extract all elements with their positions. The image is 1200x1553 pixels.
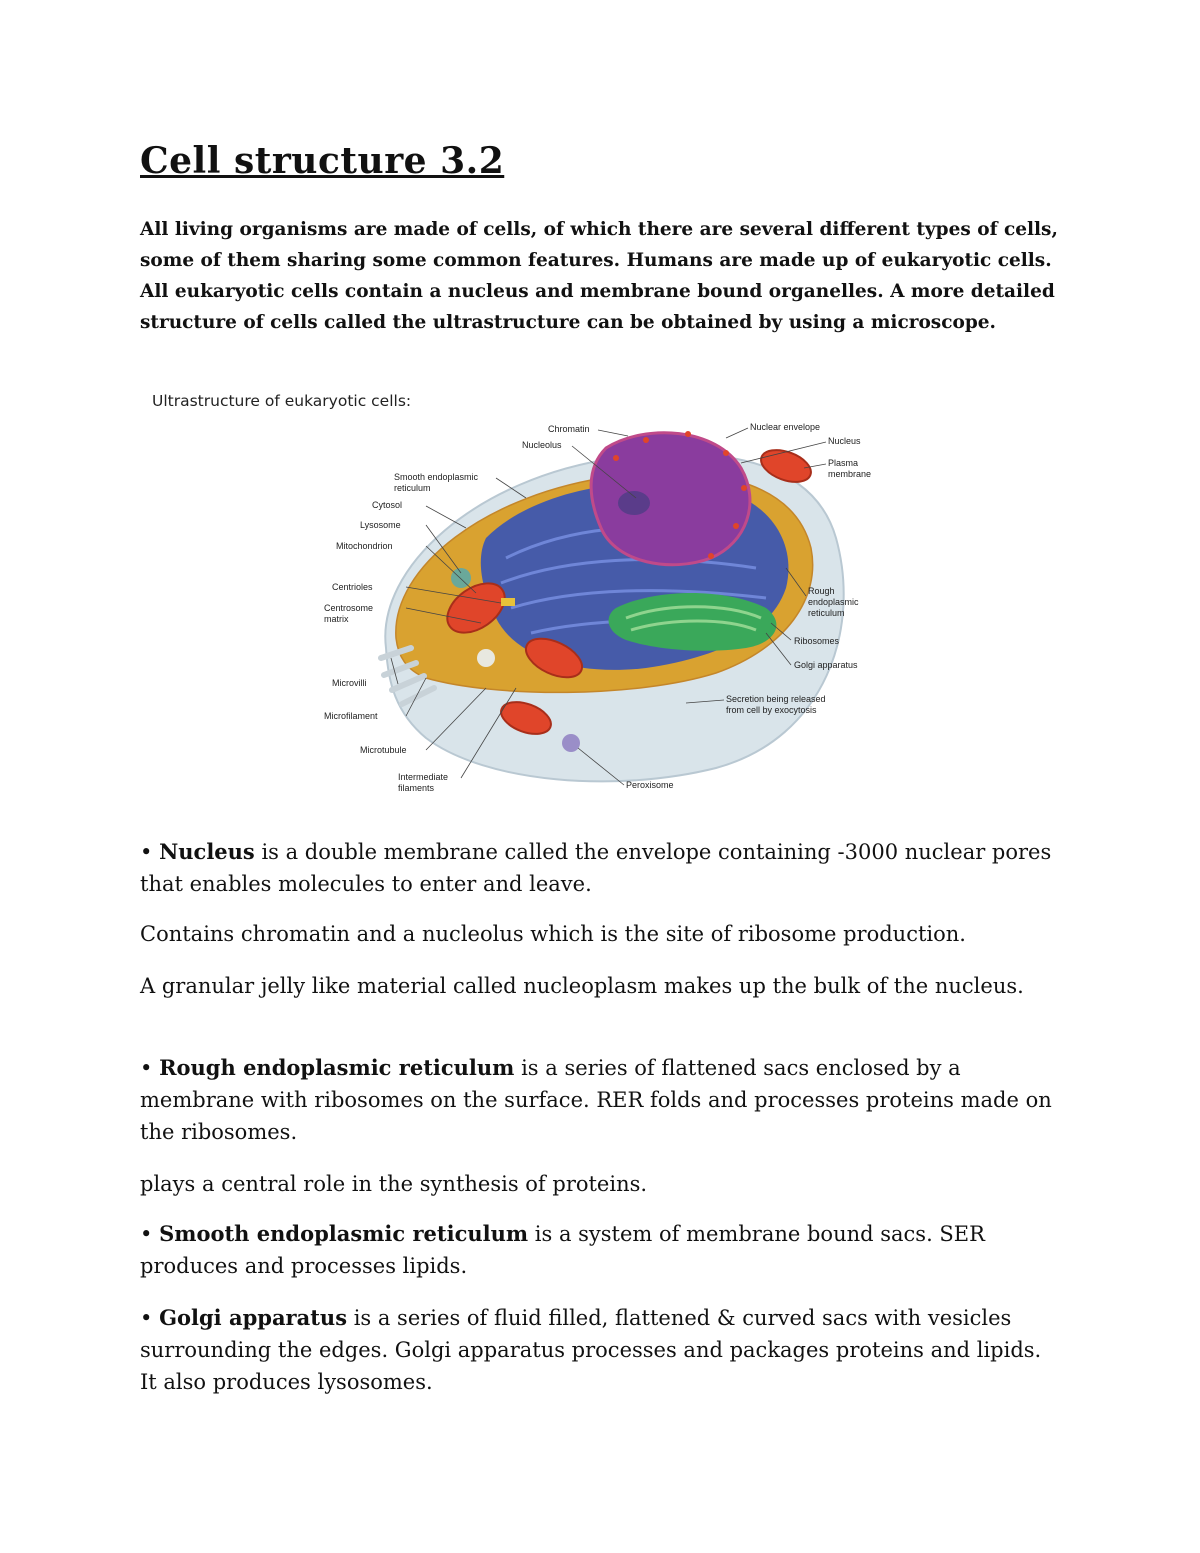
label-nucleus: Nucleus — [828, 436, 861, 446]
label-microvilli: Microvilli — [332, 678, 367, 688]
peroxisome-shape — [562, 734, 580, 752]
golgi-term: Golgi apparatus — [159, 1305, 348, 1330]
label-nuclear-envelope: Nuclear envelope — [750, 422, 821, 432]
golgi-text: is a series of fluid filled, flattened & curved sacs with vesicles surrounding the edges. Golgi apparatus processes and packages proteins and lipids. It also produces lysosomes. — [140, 1306, 1042, 1394]
label-rer-line3: reticulum — [808, 608, 845, 618]
label-ser-line1: Smooth endoplasmic — [394, 472, 479, 482]
label-ribosomes: Ribosomes — [794, 636, 840, 646]
bullet: • — [140, 1056, 153, 1080]
ser-text: is a system of membrane bound sacs. SER produces and processes lipids. — [140, 1222, 985, 1278]
rer-paragraph-2: plays a central role in the synthesis of proteins. — [140, 1172, 648, 1196]
nucleolus-shape — [618, 491, 650, 515]
bullet: • — [140, 1306, 153, 1330]
label-golgi: Golgi apparatus — [794, 660, 858, 670]
label-secretion-line1: Secretion being released — [726, 694, 826, 704]
label-chromatin: Chromatin — [548, 424, 590, 434]
nucleus-text: is a double membrane called the envelope containing -3000 nuclear pores that enables molecules to enter and leave. — [140, 840, 1052, 896]
label-mitochondrion: Mitochondrion — [336, 541, 393, 551]
label-lysosome: Lysosome — [360, 520, 401, 530]
bullet: • — [140, 840, 153, 864]
nucleus-paragraph-3: A granular jelly like material called nucleoplasm makes up the bulk of the nucleus. — [140, 974, 1024, 998]
label-peroxisome: Peroxisome — [626, 780, 674, 790]
label-intermediate-line2: filaments — [398, 783, 435, 793]
label-cytosol: Cytosol — [372, 500, 403, 510]
golgi-paragraph — [140, 1302, 1060, 1398]
bullet: • — [140, 1222, 153, 1246]
label-intermediate-line1: Intermediate — [398, 772, 449, 782]
label-secretion-line2: from cell by exocytosis — [726, 705, 817, 715]
page-title: Cell structure 3.2 — [140, 140, 505, 182]
label-centrosome-line1: Centrosome — [324, 603, 374, 613]
label-centrioles: Centrioles — [332, 582, 373, 592]
label-nucleolus: Nucleolus — [522, 440, 562, 450]
cell-diagram-svg — [316, 418, 896, 798]
label-microtubule: Microtubule — [360, 745, 407, 755]
label-centrosome-line2: matrix — [324, 614, 349, 624]
rer-paragraph — [140, 1052, 1060, 1148]
ser-term: Smooth endoplasmic reticulum — [159, 1221, 529, 1246]
ser-paragraph — [140, 1218, 1060, 1282]
label-rer-line1: Rough — [808, 586, 835, 596]
label-microfilament: Microfilament — [324, 711, 378, 721]
nucleus-paragraph — [140, 836, 1060, 900]
rer-text: is a series of flattened sacs enclosed by a membrane with ribosomes on the surface. RER folds and processes proteins made on the ribosomes. — [140, 1056, 1052, 1144]
nucleus-term: Nucleus — [159, 839, 255, 864]
cell-diagram — [316, 418, 896, 798]
rer-term: Rough endoplasmic reticulum — [159, 1055, 515, 1080]
label-ser-line2: reticulum — [394, 483, 431, 493]
label-rer-line2: endoplasmic — [808, 597, 859, 607]
label-membrane: membrane — [828, 469, 872, 479]
intro-paragraph: All living organisms are made of cells, of which there are several different types of cells, some of them sharing some common features. Humans are made up of eukaryotic cells. All eukaryotic cells contain a nucleus and membrane bound organelles. A more detailed structure of cells called the ultrastructure can be obtained by using a microscope. — [140, 219, 1058, 333]
figure-caption: Ultrastructure of eukaryotic cells: — [152, 392, 412, 410]
label-plasma: Plasma — [828, 458, 859, 468]
nucleus-paragraph-2: Contains chromatin and a nucleolus which is the site of ribosome production. — [140, 922, 966, 946]
